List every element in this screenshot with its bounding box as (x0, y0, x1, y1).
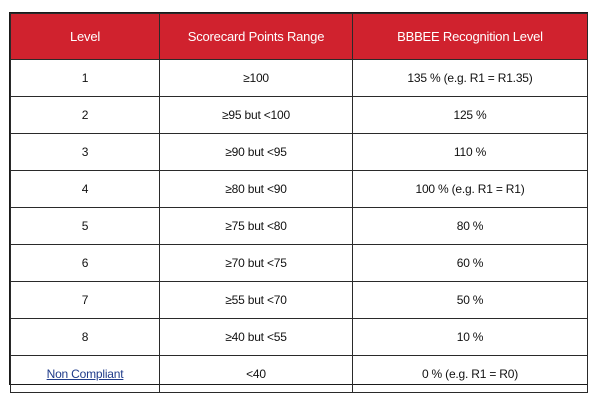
range-cell: ≥95 but <100 (160, 97, 353, 134)
table-row (11, 282, 588, 319)
level-cell: 5 (11, 208, 160, 245)
level-cell: 3 (11, 134, 160, 171)
header-recognition-level: BBBEE Recognition Level (353, 14, 588, 60)
range-cell: ≥55 but <70 (160, 282, 353, 319)
level-cell: 4 (11, 171, 160, 208)
table-row (11, 208, 588, 245)
range-cell: ≥75 but <80 (160, 208, 353, 245)
range-cell: <40 (160, 356, 353, 393)
header-scorecard-points-range: Scorecard Points Range (160, 14, 353, 60)
recognition-cell: 0 % (e.g. R1 = R0) (353, 356, 588, 393)
level-cell: 8 (11, 319, 160, 356)
non-compliant-link[interactable]: Non Compliant (46, 367, 124, 381)
header-level: Level (11, 14, 160, 60)
recognition-cell: 110 % (353, 134, 588, 171)
recognition-cell: 60 % (353, 245, 588, 282)
range-cell: ≥80 but <90 (160, 171, 353, 208)
table-row (11, 134, 588, 171)
level-cell: 6 (11, 245, 160, 282)
range-cell: ≥40 but <55 (160, 319, 353, 356)
recognition-cell: 10 % (353, 319, 588, 356)
table-row (11, 245, 588, 282)
recognition-cell: 135 % (e.g. R1 = R1.35) (353, 60, 588, 97)
bbbee-table-container (9, 12, 588, 385)
table-row (11, 319, 588, 356)
table-row (11, 171, 588, 208)
recognition-cell: 50 % (353, 282, 588, 319)
recognition-cell: 125 % (353, 97, 588, 134)
level-cell (11, 356, 160, 393)
range-cell: ≥90 but <95 (160, 134, 353, 171)
table-row (11, 97, 588, 134)
table-header-row (11, 14, 588, 60)
recognition-cell: 80 % (353, 208, 588, 245)
range-cell: ≥100 (160, 60, 353, 97)
bbbee-levels-table (10, 13, 588, 393)
table-row (11, 356, 588, 393)
level-cell: 7 (11, 282, 160, 319)
table-row (11, 60, 588, 97)
range-cell: ≥70 but <75 (160, 245, 353, 282)
recognition-cell: 100 % (e.g. R1 = R1) (353, 171, 588, 208)
level-cell: 2 (11, 97, 160, 134)
level-cell: 1 (11, 60, 160, 97)
